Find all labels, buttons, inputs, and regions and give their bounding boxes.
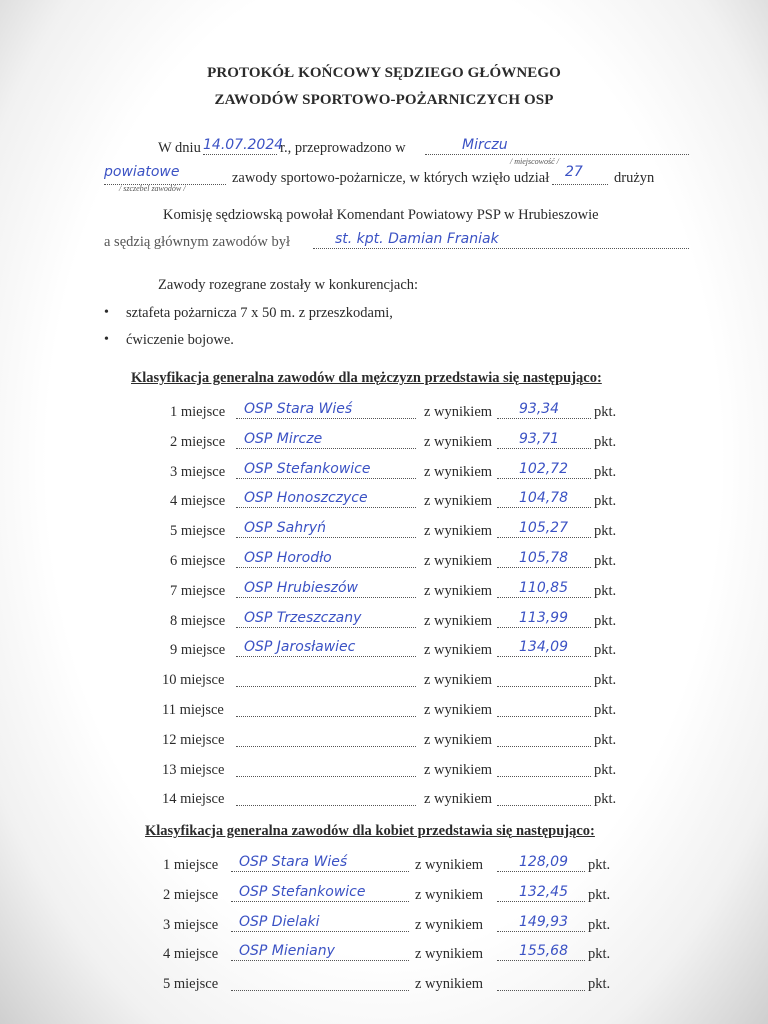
score-value: 128,09	[519, 854, 568, 870]
place-label: 12 miejsce	[162, 731, 225, 748]
team-name: OSP Mircze	[244, 430, 323, 447]
team-name: OSP Dielaki	[239, 913, 320, 930]
result-label: z wynikiem	[415, 976, 484, 993]
score-field	[497, 791, 591, 806]
score-value: 155,68	[519, 943, 568, 960]
result-label: z wynikiem	[424, 553, 493, 569]
level-value: powiatowe	[104, 164, 180, 180]
intro-zawody: zawody sportowo-pożarnicze, w których wzięło udział	[232, 170, 550, 186]
place-label: 4 miejsce	[170, 493, 226, 510]
intro-przeprowadzono: r., przeprowadzono w	[280, 140, 406, 156]
result-label: z wynikiem	[424, 642, 493, 659]
place-label: 5 miejsce	[170, 523, 226, 540]
place-label: 7 miejsce	[170, 582, 226, 599]
place-label: 6 miejsce	[170, 553, 226, 569]
pkt-label: pkt.	[594, 523, 617, 540]
pkt-label: pkt.	[588, 976, 611, 993]
pkt-label: pkt.	[594, 702, 617, 718]
result-label: z wynikiem	[424, 672, 493, 689]
pkt-label: pkt.	[588, 946, 611, 963]
place-label: 1 miejsce	[163, 857, 219, 873]
place-label: 13 miejsce	[162, 761, 225, 778]
score-value: 93,71	[519, 430, 560, 447]
hint-place: / miejscowość /	[510, 157, 559, 166]
teams-value: 27	[565, 164, 583, 180]
competition-item: sztafeta pożarnicza 7 x 50 m. z przeszkodami,	[126, 305, 393, 321]
team-field	[236, 732, 416, 747]
team-name: OSP Horodło	[244, 550, 332, 566]
team-name: OSP Stara Wieś	[244, 401, 353, 417]
result-label: z wynikiem	[424, 493, 493, 510]
place-label: 2 miejsce	[163, 886, 219, 903]
place-label: 10 miejsce	[162, 672, 225, 689]
score-field	[497, 732, 591, 747]
pkt-label: pkt.	[594, 672, 617, 689]
result-label: z wynikiem	[424, 433, 493, 450]
result-label: z wynikiem	[424, 523, 493, 540]
result-label: z wynikiem	[424, 761, 493, 778]
women-heading: Klasyfikacja generalna zawodów dla kobiet przedstawia się następująco:	[145, 823, 595, 839]
score-value: 104,78	[519, 490, 568, 507]
score-field	[497, 976, 585, 991]
team-name: OSP Trzeszczany	[244, 609, 362, 626]
team-field	[236, 791, 416, 806]
place-label: 1 miejsce	[170, 404, 226, 420]
pkt-label: pkt.	[594, 612, 617, 629]
team-name: OSP Stefankowice	[239, 883, 366, 900]
place-label: 14 miejsce	[162, 791, 225, 808]
bullet-icon: •	[104, 332, 109, 347]
team-name: OSP Honoszczyce	[244, 490, 368, 507]
result-label: z wynikiem	[424, 404, 493, 420]
score-value: 134,09	[519, 639, 568, 656]
pkt-label: pkt.	[594, 433, 617, 450]
score-value: 113,99	[519, 609, 568, 626]
result-label: z wynikiem	[424, 791, 493, 808]
score-value: 105,78	[519, 550, 568, 566]
pkt-label: pkt.	[594, 404, 617, 420]
title-line-2: ZAWODÓW SPORTOWO-POŻARNICZYCH OSP	[214, 92, 554, 108]
place-label: 3 miejsce	[170, 463, 226, 480]
result-label: z wynikiem	[415, 886, 484, 903]
competition-item: ćwiczenie bojowe.	[126, 332, 234, 348]
men-heading: Klasyfikacja generalna zawodów dla mężczyzn przedstawia się następująco:	[131, 370, 602, 386]
team-name: OSP Jarosławiec	[244, 639, 356, 656]
result-label: z wynikiem	[424, 731, 493, 748]
pkt-label: pkt.	[594, 642, 617, 659]
intro-sedzia: a sędzią głównym zawodów był	[104, 234, 291, 250]
place-label: 4 miejsce	[163, 946, 219, 963]
score-field	[497, 672, 591, 687]
score-value: 149,93	[519, 913, 568, 930]
pkt-label: pkt.	[588, 916, 611, 933]
team-name: OSP Hrubieszów	[244, 579, 359, 596]
intro-w-dniu: W dniu	[158, 140, 201, 156]
pkt-label: pkt.	[594, 761, 617, 778]
team-field	[231, 976, 409, 991]
hint-level: / szczebel zawodów /	[119, 184, 186, 193]
place-label: 3 miejsce	[163, 916, 219, 933]
team-name: OSP Stefankowice	[244, 460, 371, 477]
place-value: Mirczu	[462, 137, 508, 153]
score-value: 110,85	[519, 579, 568, 596]
place-label: 8 miejsce	[170, 612, 226, 629]
pkt-label: pkt.	[588, 886, 611, 903]
pkt-label: pkt.	[594, 731, 617, 748]
judge-value: st. kpt. Damian Franiak	[335, 231, 499, 247]
team-field	[236, 762, 416, 777]
pkt-label: pkt.	[594, 463, 617, 480]
team-name: OSP Mieniany	[239, 943, 335, 960]
pkt-label: pkt.	[594, 553, 617, 569]
intro-druzyn: drużyn	[614, 170, 655, 186]
bullet-icon: •	[104, 305, 109, 320]
result-label: z wynikiem	[424, 582, 493, 599]
date-value: 14.07.2024	[203, 137, 284, 153]
pkt-label: pkt.	[594, 493, 617, 510]
team-field	[236, 672, 416, 687]
result-label: z wynikiem	[424, 612, 493, 629]
team-name: OSP Sahryń	[244, 520, 327, 537]
score-field	[497, 702, 591, 717]
pkt-label: pkt.	[594, 582, 617, 599]
competitions-heading: Zawody rozegrane zostały w konkurencjach:	[158, 277, 419, 293]
result-label: z wynikiem	[415, 946, 484, 963]
score-value: 102,72	[519, 460, 568, 477]
place-label: 5 miejsce	[163, 976, 219, 993]
result-label: z wynikiem	[424, 463, 493, 480]
place-label: 2 miejsce	[170, 433, 226, 450]
score-field	[497, 762, 591, 777]
place-label: 9 miejsce	[170, 642, 226, 659]
place-label: 11 miejsce	[162, 702, 224, 718]
intro-komisja: Komisję sędziowską powołał Komendant Powiatowy PSP w Hrubieszowie	[163, 207, 599, 223]
pkt-label: pkt.	[588, 857, 611, 873]
pkt-label: pkt.	[594, 791, 617, 808]
result-label: z wynikiem	[424, 702, 493, 718]
score-value: 132,45	[519, 883, 568, 900]
title-line-1: PROTOKÓŁ KOŃCOWY SĘDZIEGO GŁÓWNEGO	[207, 65, 561, 81]
team-name: OSP Stara Wieś	[239, 854, 348, 870]
team-field	[236, 702, 416, 717]
score-value: 105,27	[519, 520, 568, 537]
score-value: 93,34	[519, 401, 560, 417]
result-label: z wynikiem	[415, 916, 484, 933]
result-label: z wynikiem	[415, 857, 484, 873]
